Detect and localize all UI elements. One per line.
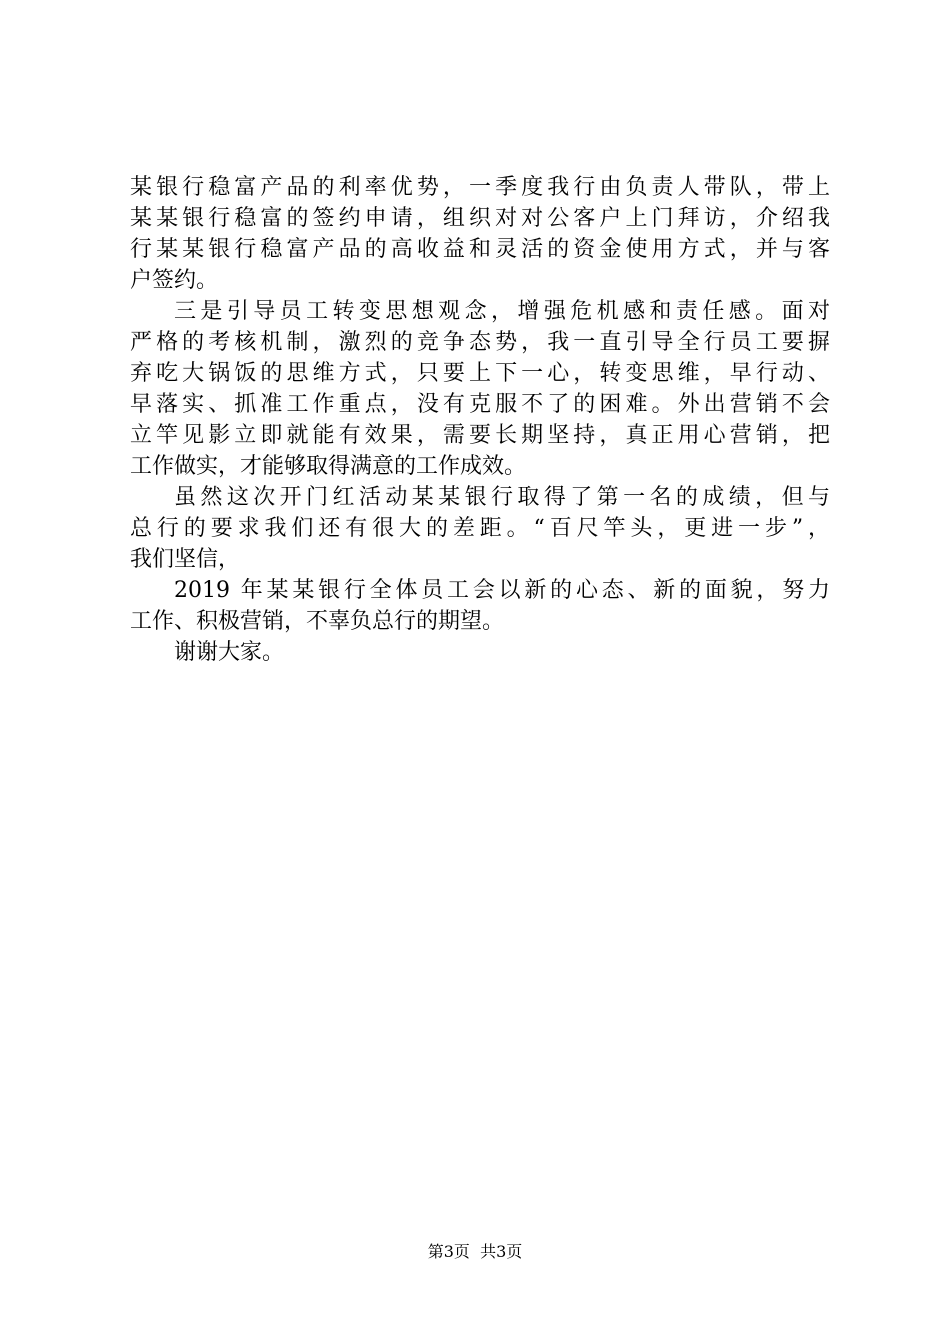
text-line: 户签约。 [130, 268, 219, 293]
text-line: 三是引导员工转变思想观念，增强危机感和责任感。面对 [174, 299, 830, 324]
text-line: 弃吃大锅饭的思维方式，只要上下一心，转变思维，早行动、 [130, 361, 830, 386]
text-line: 工作、积极营销，不辜负总行的期望。 [130, 609, 505, 634]
text-line: 工作做实，才能够取得满意的工作成效。 [130, 454, 527, 479]
text-line: 谢谢大家。 [174, 640, 285, 665]
text-line: 总行的要求我们还有很大的差距。“百尺竿头，更进一步”， [130, 516, 830, 541]
text-line: 某某银行稳富的签约申请，组织对对公客户上门拜访，介绍我 [130, 206, 830, 231]
text-line: 立竿见影立即就能有效果，需要长期坚持，真正用心营销，把 [130, 423, 830, 448]
text-line: 严格的考核机制，激烈的竞争态势，我一直引导全行员工要摒 [130, 330, 830, 355]
text-line: 虽然这次开门红活动某某银行取得了第一名的成绩，但与 [174, 485, 830, 510]
text-line: 某银行稳富产品的利率优势，一季度我行由负责人带队，带上 [130, 175, 830, 200]
text-line: 行某某银行稳富产品的高收益和灵活的资金使用方式，并与客 [130, 237, 830, 262]
text-line: 早落实、抓准工作重点，没有克服不了的困难。外出营销不会 [130, 392, 830, 417]
text-line: 我们坚信， [130, 547, 241, 572]
page-footer: 第3页 共3页 [427, 1242, 523, 1261]
body-text [130, 172, 830, 668]
text-line: 2019 年某某银行全体员工会以新的心态、新的面貌，努力 [174, 578, 830, 603]
